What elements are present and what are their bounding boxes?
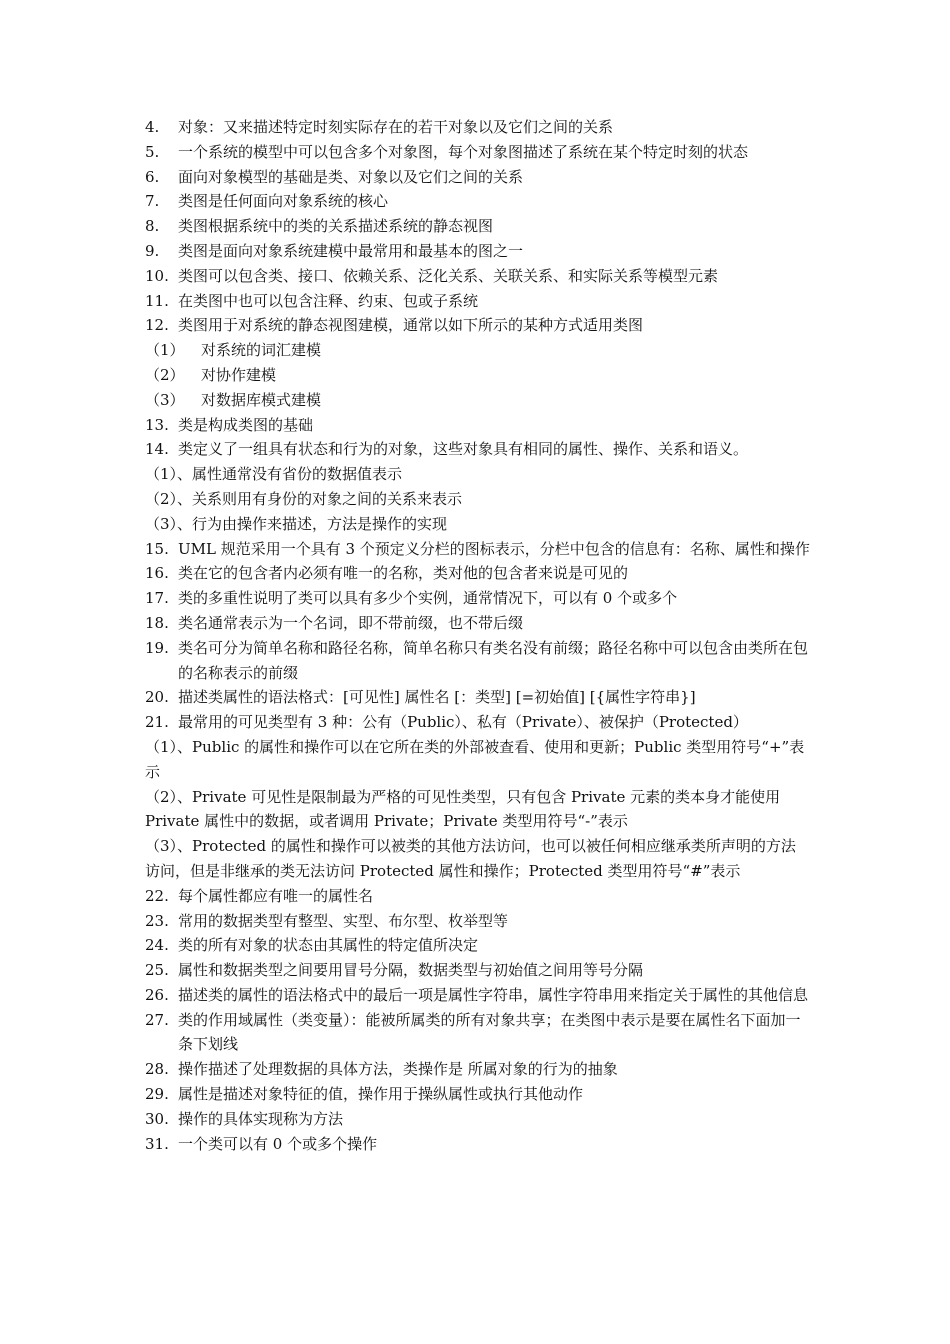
item-number: 20. xyxy=(145,688,169,707)
list-item xyxy=(145,289,810,314)
item-text: 描述类属性的语法格式：[可见性] 属性名 [：类型] [=初始值] [{属性字符串}] xyxy=(178,688,696,707)
sub-item-text: 对数据库模式建模 xyxy=(201,390,322,409)
item-number: 4. xyxy=(145,118,160,136)
sub-item xyxy=(145,338,810,363)
list-item xyxy=(145,958,810,983)
item-text: 操作描述了处理数据的具体方法，类操作是 所属对象的行为的抽象 xyxy=(178,1060,618,1079)
list-item xyxy=(145,413,810,438)
item-number: 15. xyxy=(145,539,169,558)
list-item xyxy=(145,239,810,264)
item-number: 5. xyxy=(145,142,160,161)
list-item xyxy=(145,586,810,611)
item-text: 类图可以包含类、接口、依赖关系、泛化关系、关联关系、和实际关系等模型元素 xyxy=(178,266,719,285)
item-number: 7. xyxy=(145,192,160,211)
item-text: 最常用的可见类型有 3 种：公有（Public）、私有（Private）、被保护（Protected） xyxy=(178,713,748,732)
item-number: 26. xyxy=(145,985,169,1004)
sub-item-marker: （2） xyxy=(145,365,185,384)
item-number: 28. xyxy=(145,1060,169,1079)
item-text: 类图用于对系统的静态视图建模，通常以如下所示的某种方式适用类图 xyxy=(178,316,644,335)
item-text: 类图是面向对象系统建模中最常用和最基本的图之一 xyxy=(178,241,524,260)
item-number: 12. xyxy=(145,316,169,335)
list-item xyxy=(145,437,810,462)
item-number: 25. xyxy=(145,961,169,980)
list-item xyxy=(145,313,810,338)
item-number: 9. xyxy=(145,241,160,260)
list-item xyxy=(145,561,810,586)
item-text: 类图根据系统中的类的关系描述系统的静态视图 xyxy=(178,217,494,236)
item-text: 对象：又来描述特定时刻实际存在的若干对象以及它们之间的关系 xyxy=(178,118,614,136)
list-item xyxy=(145,537,810,562)
item-text: 类图是任何面向对象系统的核心 xyxy=(178,192,389,211)
list-item xyxy=(145,983,810,1008)
item-text: 属性是描述对象特征的值，操作用于操纵属性或执行其他动作 xyxy=(178,1085,584,1104)
item-text: 类的所有对象的状态由其属性的特定值所决定 xyxy=(178,936,479,955)
item-text: 类的多重性说明了类可以具有多少个实例，通常情况下，可以有 0 个或多个 xyxy=(178,589,678,608)
item-number: 27. xyxy=(145,1010,169,1029)
item-number: 6. xyxy=(145,167,160,186)
item-number: 18. xyxy=(145,613,169,632)
sub-item-marker: （1） xyxy=(145,341,185,360)
list-item xyxy=(145,1107,810,1132)
paragraph: （2）、Private 可见性是限制最为严格的可见性类型，只有包含 Private 元素的类本身才能使用 Private 属性中的数据，或者调用 Private；Private 类型用符号“-”表示 xyxy=(145,787,781,831)
document-body xyxy=(145,115,810,1156)
item-text: 操作的具体实现称为方法 xyxy=(178,1109,344,1128)
item-text: 类定义了一组具有状态和行为的对象，这些对象具有相同的属性、操作、关系和语义。 xyxy=(178,440,749,459)
item-number: 31. xyxy=(145,1134,169,1153)
list-item xyxy=(145,165,810,190)
list-item xyxy=(145,1082,810,1107)
item-number: 11. xyxy=(145,291,169,310)
list-item xyxy=(145,1132,810,1157)
item-text: 一个类可以有 0 个或多个操作 xyxy=(178,1134,378,1153)
list-item xyxy=(145,611,810,636)
plain-line: （2）、关系则用有身份的对象之间的关系来表示 xyxy=(145,489,463,508)
item-number: 21. xyxy=(145,713,169,732)
sub-item xyxy=(145,388,810,413)
item-number: 13. xyxy=(145,415,169,434)
item-number: 10. xyxy=(145,266,169,285)
item-text: 描述类的属性的语法格式中的最后一项是属性字符串，属性字符串用来指定关于属性的其他信息 xyxy=(178,985,809,1004)
item-text: 在类图中也可以包含注释、约束、包或子系统 xyxy=(178,291,479,310)
sub-item-text: 对系统的词汇建模 xyxy=(201,341,322,360)
item-number: 17. xyxy=(145,589,169,608)
sub-item-text: 对协作建模 xyxy=(201,365,277,384)
list-item xyxy=(145,933,810,958)
list-item xyxy=(145,214,810,239)
sub-item xyxy=(145,363,810,388)
item-number: 8. xyxy=(145,217,160,236)
list-item xyxy=(145,140,810,165)
paragraph: （3）、Protected 的属性和操作可以被类的其他方法访问，也可以被任何相应继承类所声明的方法访问，但是非继承的类无法访问 Protected 属性和操作；Protected 类型用符号“#”表示 xyxy=(145,837,796,880)
list-item xyxy=(145,264,810,289)
item-text: 一个系统的模型中可以包含多个对象图，每个对象图描述了系统在某个特定时刻的状态 xyxy=(178,142,749,161)
item-text: 类名可分为简单名称和路径名称，简单名称只有类名没有前缀；路径名称中可以包含由类所在包的名称表示的前缀 xyxy=(178,638,809,682)
item-number: 29. xyxy=(145,1085,169,1104)
item-number: 19. xyxy=(145,638,169,657)
sub-item-marker: （3） xyxy=(145,390,185,409)
list-item xyxy=(145,884,810,909)
plain-line: （3）、行为由操作来描述，方法是操作的实现 xyxy=(145,514,448,533)
item-text: 属性和数据类型之间要用冒号分隔，数据类型与初始值之间用等号分隔 xyxy=(178,961,644,980)
list-item xyxy=(145,115,810,140)
plain-line: （1）、属性通常没有省份的数据值表示 xyxy=(145,465,403,484)
item-text: 常用的数据类型有整型、实型、布尔型、枚举型等 xyxy=(178,911,509,930)
list-item xyxy=(145,710,810,735)
item-number: 30. xyxy=(145,1109,169,1128)
item-number: 22. xyxy=(145,886,169,905)
list-item xyxy=(145,189,810,214)
item-number: 24. xyxy=(145,936,169,955)
item-text: 类在它的包含者内必须有唯一的名称，类对他的包含者来说是可见的 xyxy=(178,564,629,583)
item-text: 面向对象模型的基础是类、对象以及它们之间的关系 xyxy=(178,167,524,186)
item-text: 类的作用域属性（类变量）：能被所属类的所有对象共享；在类图中表示是要在属性名下面加一条下划线 xyxy=(178,1010,801,1054)
list-item xyxy=(145,909,810,934)
list-item xyxy=(145,1057,810,1082)
item-text: 类名通常表示为一个名词，即不带前缀，也不带后缀 xyxy=(178,613,524,632)
list-item xyxy=(145,685,810,710)
item-text: 每个属性都应有唯一的属性名 xyxy=(178,886,374,905)
item-text: UML 规范采用一个具有 3 个预定义分栏的图标表示，分栏中包含的信息有：名称、属性和操作 xyxy=(178,539,810,558)
list-item xyxy=(145,1008,810,1058)
list-item xyxy=(145,636,810,686)
item-text: 类是构成类图的基础 xyxy=(178,415,314,434)
paragraph: （1）、Public 的属性和操作可以在它所在类的外部被查看、使用和更新；Public 类型用符号“+”表示 xyxy=(145,737,805,781)
item-number: 16. xyxy=(145,564,169,583)
item-number: 23. xyxy=(145,911,169,930)
item-number: 14. xyxy=(145,440,169,459)
